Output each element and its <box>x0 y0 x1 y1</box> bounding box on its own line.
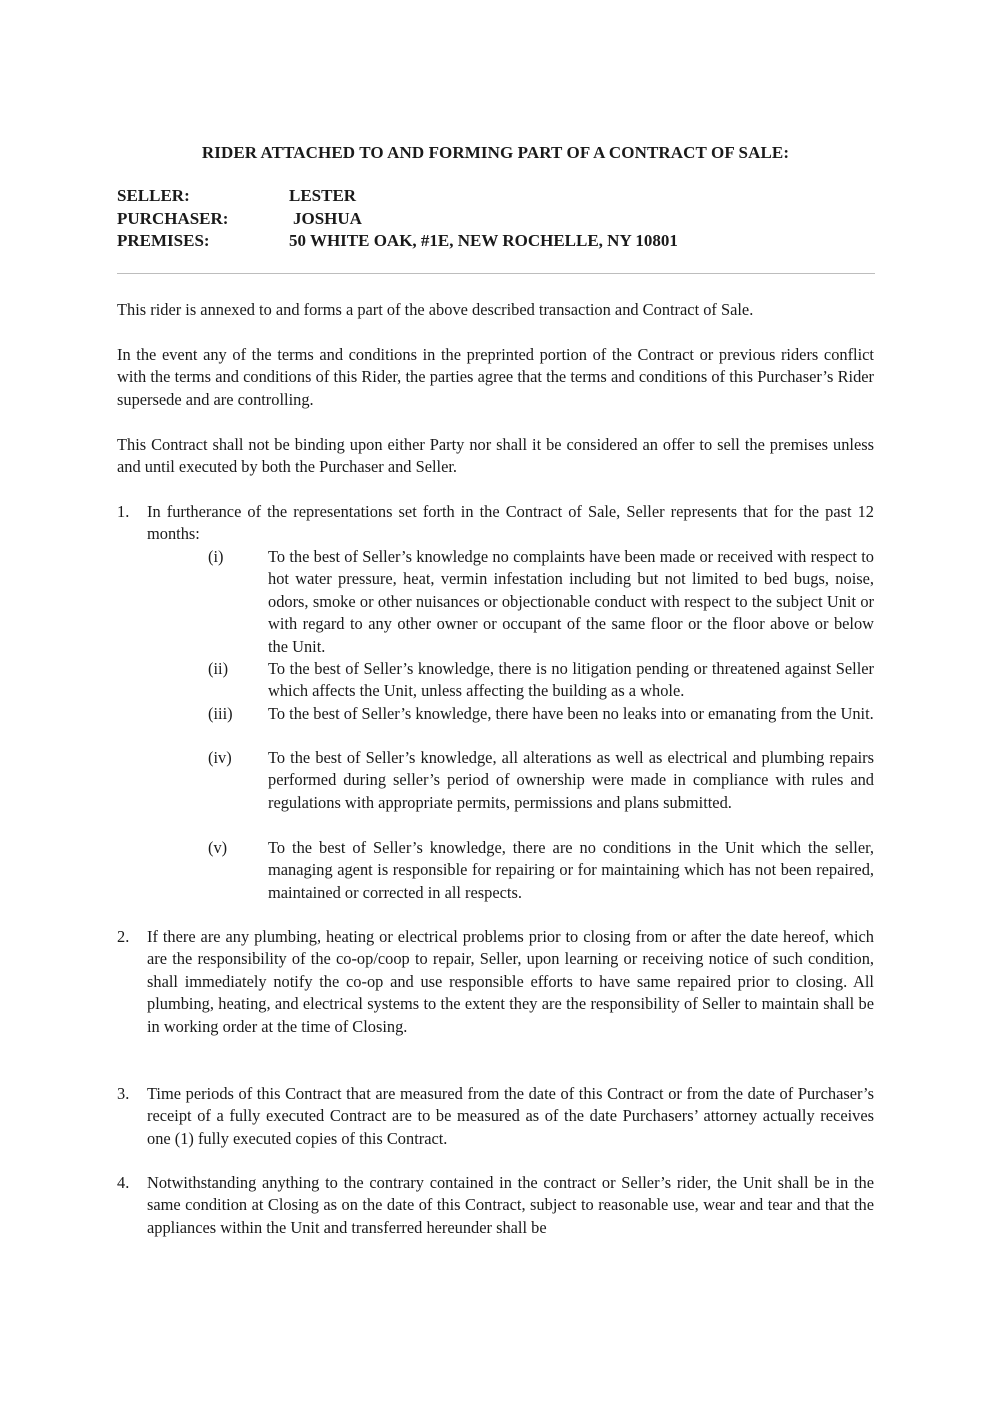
party-purchaser <box>117 209 877 231</box>
item-text: If there are any plumbing, heating or electrical problems prior to closing from or after the date hereof, which are the responsibility of the co-op/coop to repair, Seller, upon learning or receiving notice of such condition, shall immediately notify the co-op and use responsible efforts to have same repaired prior to closing. All plumbing, heating, and electrical systems to the extent they are the responsibility of Seller to maintain shall be in working order at the time of Closing. <box>147 927 874 1036</box>
party-premises <box>117 231 877 253</box>
item-text: Notwithstanding anything to the contrary contained in the contract or Seller’s rider, the Unit shall be in the same condition at Closing as on the date of this Contract, subject to reasonable use, wear and tear and that the appliances within the Unit and transferred hereunder shall be <box>147 1173 874 1237</box>
subitem-number: (i) <box>208 547 224 566</box>
intro-paragraph: This rider is annexed to and forms a part of the above described transaction and Contract of Sale. <box>117 300 754 319</box>
subitem-text: To the best of Seller’s knowledge no complaints have been made or received with respect to hot water pressure, heat, vermin infestation including but not limited to bed bugs, noise, odors, smoke or other nuisances or objectionable conduct with respect to the subject Unit or with regard to any other owner or occupant of the same floor or the floor above or below the Unit. <box>268 547 874 656</box>
purchaser-value: JOSHUA <box>293 209 362 228</box>
subitem-number: (iv) <box>208 748 232 767</box>
subitem-text: To the best of Seller’s knowledge, there have been no leaks into or emanating from the Unit. <box>268 704 874 723</box>
item-number: 4. <box>117 1173 130 1192</box>
subitem-text: To the best of Seller’s knowledge, all alterations as well as electrical and plumbing repairs performed during seller’s period of ownership were made in compliance with rules and regulations with appropriate permits, permissions and plans submitted. <box>268 748 874 812</box>
subitem-text: To the best of Seller’s knowledge, there is no litigation pending or threatened against Seller which affects the Unit, unless affecting the building as a whole. <box>268 659 874 701</box>
document-title: RIDER ATTACHED TO AND FORMING PART OF A CONTRACT OF SALE: <box>201 143 790 162</box>
item-text: Time periods of this Contract that are measured from the date of this Contract or from the date of Purchaser’s receipt of a fully executed Contract are to be measured as of the date Purchasers’ attorney actually receives one (1) fully executed copies of this Contract. <box>147 1084 874 1148</box>
subitem-number: (v) <box>208 838 228 857</box>
item-text: In furtherance of the representations set forth in the Contract of Sale, Seller represents that for the past 12 months: <box>147 502 874 544</box>
binding-paragraph: This Contract shall not be binding upon either Party nor shall it be considered an offer to sell the premises unless and until executed by both the Purchaser and Seller. <box>117 435 874 477</box>
party-seller <box>117 186 877 208</box>
item-number: 3. <box>117 1084 130 1103</box>
subitem-number: (ii) <box>208 659 229 678</box>
conflict-paragraph: In the event any of the terms and conditions in the preprinted portion of the Contract or previous riders conflict with the terms and conditions of this Rider, the parties agree that the terms and conditions of this Purchaser’s Rider supersede and are controlling. <box>117 345 874 409</box>
header-divider <box>117 273 875 274</box>
premises-label: PREMISES: <box>117 231 210 250</box>
subitem-number: (iii) <box>208 704 233 723</box>
subitem-text: To the best of Seller’s knowledge, there are no conditions in the Unit which the seller, managing agent is responsible for repairing or for maintaining which has not been repaired, maintained or corrected in all respects. <box>268 838 874 902</box>
item-number: 1. <box>117 502 130 521</box>
purchaser-label: PURCHASER: <box>117 209 229 228</box>
item-number: 2. <box>117 927 130 946</box>
seller-value: LESTER <box>289 186 357 205</box>
seller-label: SELLER: <box>117 186 190 205</box>
premises-value: 50 WHITE OAK, #1E, NEW ROCHELLE, NY 10801 <box>289 231 678 250</box>
